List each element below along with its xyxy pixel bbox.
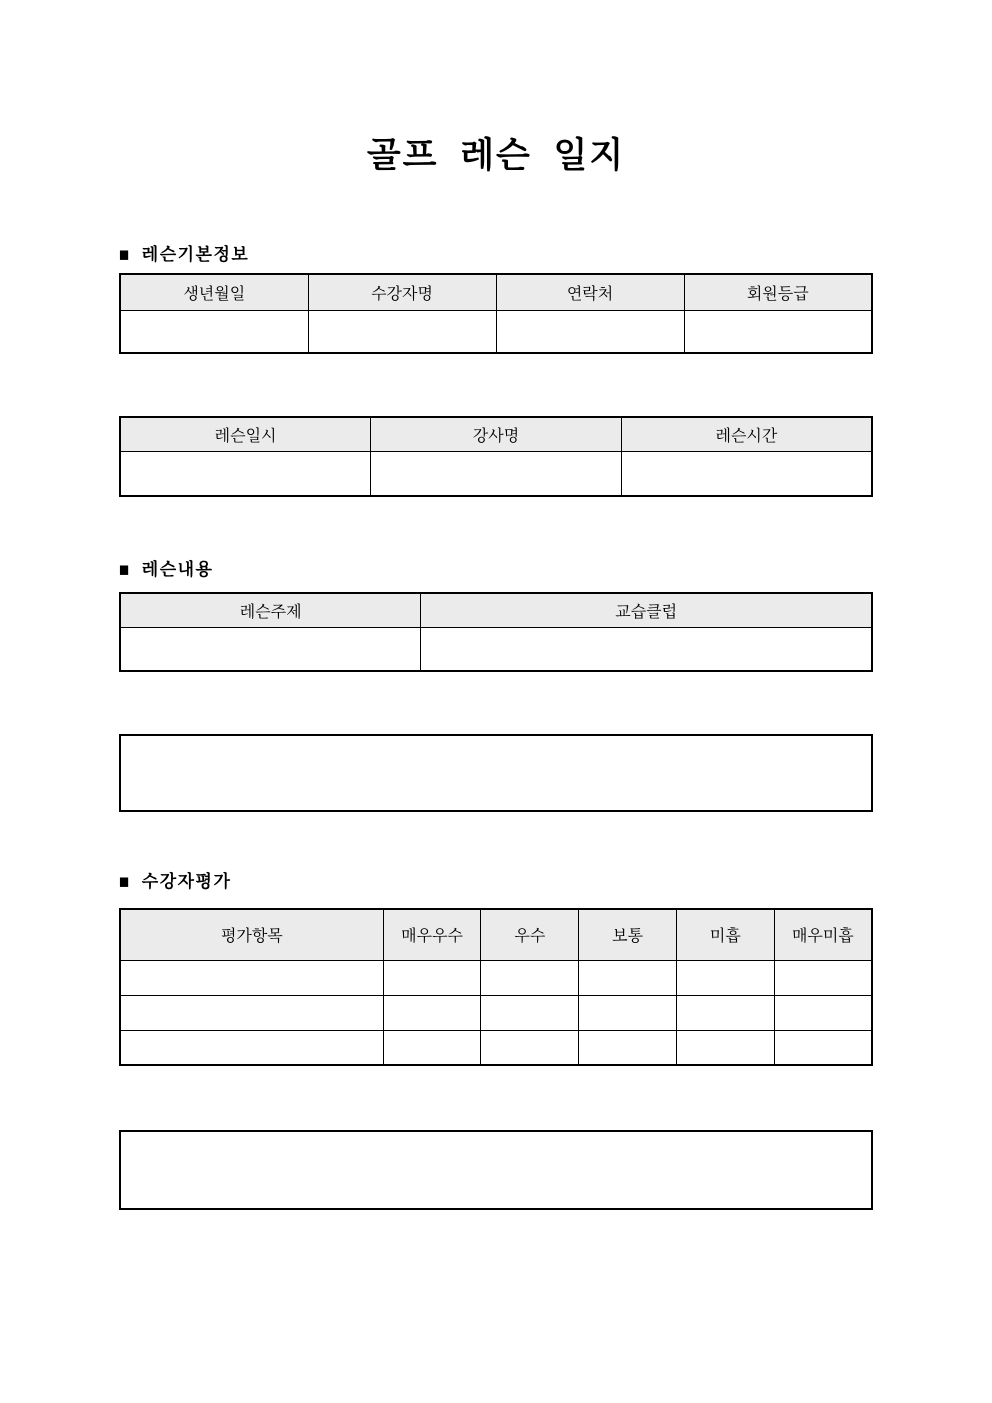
table-row	[120, 627, 872, 671]
col-header-instructor-name: 강사명	[371, 417, 622, 451]
rating-check-cell[interactable]	[579, 1030, 677, 1065]
col-header-lesson-datetime: 레슨일시	[120, 417, 371, 451]
rating-check-cell[interactable]	[481, 995, 579, 1030]
col-header-membership-grade: 회원등급	[684, 274, 872, 310]
square-bullet-icon: ■	[119, 243, 131, 266]
table-row	[120, 310, 872, 353]
rating-check-cell[interactable]	[481, 960, 579, 995]
section-heading-lesson-content	[119, 560, 873, 580]
rating-check-cell[interactable]	[676, 960, 774, 995]
instructor-name-input-cell[interactable]	[371, 451, 622, 496]
col-header-rating-very-poor: 매우미흡	[774, 909, 872, 960]
col-header-rating-excellent: 매우우수	[383, 909, 481, 960]
student-name-input-cell[interactable]	[308, 310, 496, 353]
section-heading-evaluation	[119, 872, 873, 892]
lesson-datetime-input-cell[interactable]	[120, 451, 371, 496]
membership-grade-input-cell[interactable]	[684, 310, 872, 353]
rating-check-cell[interactable]	[774, 960, 872, 995]
rating-check-cell[interactable]	[383, 1030, 481, 1065]
col-header-birthdate: 생년월일	[120, 274, 308, 310]
col-header-lesson-duration: 레슨시간	[621, 417, 872, 451]
col-header-practice-club: 교습클럽	[421, 593, 872, 627]
contact-input-cell[interactable]	[496, 310, 684, 353]
evaluation-item-input-cell[interactable]	[120, 995, 383, 1030]
section-heading-lesson-content-label: 레슨내용	[141, 560, 214, 579]
col-header-rating-average: 보통	[579, 909, 677, 960]
evaluation-comments-box[interactable]	[119, 1130, 873, 1210]
rating-check-cell[interactable]	[774, 995, 872, 1030]
rating-check-cell[interactable]	[579, 960, 677, 995]
rating-check-cell[interactable]	[676, 1030, 774, 1065]
table-row	[120, 451, 872, 496]
lesson-notes-box[interactable]	[119, 734, 873, 812]
col-header-student-name: 수강자명	[308, 274, 496, 310]
evaluation-item-input-cell[interactable]	[120, 1030, 383, 1065]
table-header-row	[120, 593, 872, 627]
lesson-content-table	[119, 592, 873, 672]
rating-check-cell[interactable]	[481, 1030, 579, 1065]
evaluation-row	[120, 960, 872, 995]
evaluation-row	[120, 1030, 872, 1065]
table-header-row	[120, 417, 872, 451]
table-header-row	[120, 274, 872, 310]
square-bullet-icon: ■	[119, 558, 131, 581]
lesson-info-table	[119, 416, 873, 497]
rating-check-cell[interactable]	[774, 1030, 872, 1065]
section-heading-basic-info-label: 레슨기본정보	[141, 245, 250, 264]
rating-check-cell[interactable]	[383, 960, 481, 995]
evaluation-item-input-cell[interactable]	[120, 960, 383, 995]
lesson-duration-input-cell[interactable]	[621, 451, 872, 496]
table-header-row	[120, 909, 872, 960]
rating-check-cell[interactable]	[579, 995, 677, 1030]
rating-check-cell[interactable]	[383, 995, 481, 1030]
col-header-rating-good: 우수	[481, 909, 579, 960]
rating-check-cell[interactable]	[676, 995, 774, 1030]
col-header-contact: 연락처	[496, 274, 684, 310]
section-heading-evaluation-label: 수강자평가	[141, 872, 232, 891]
square-bullet-icon: ■	[119, 870, 131, 893]
document-content	[119, 135, 873, 1210]
page-title: 골프 레슨 일지	[366, 136, 626, 175]
section-heading-basic-info	[119, 245, 873, 265]
practice-club-input-cell[interactable]	[421, 627, 872, 671]
lesson-topic-input-cell[interactable]	[120, 627, 421, 671]
col-header-rating-poor: 미흡	[676, 909, 774, 960]
col-header-lesson-topic: 레슨주제	[120, 593, 421, 627]
birthdate-input-cell[interactable]	[120, 310, 308, 353]
student-info-table	[119, 273, 873, 354]
evaluation-table	[119, 908, 873, 1066]
evaluation-row	[120, 995, 872, 1030]
col-header-evaluation-item: 평가항목	[120, 909, 383, 960]
